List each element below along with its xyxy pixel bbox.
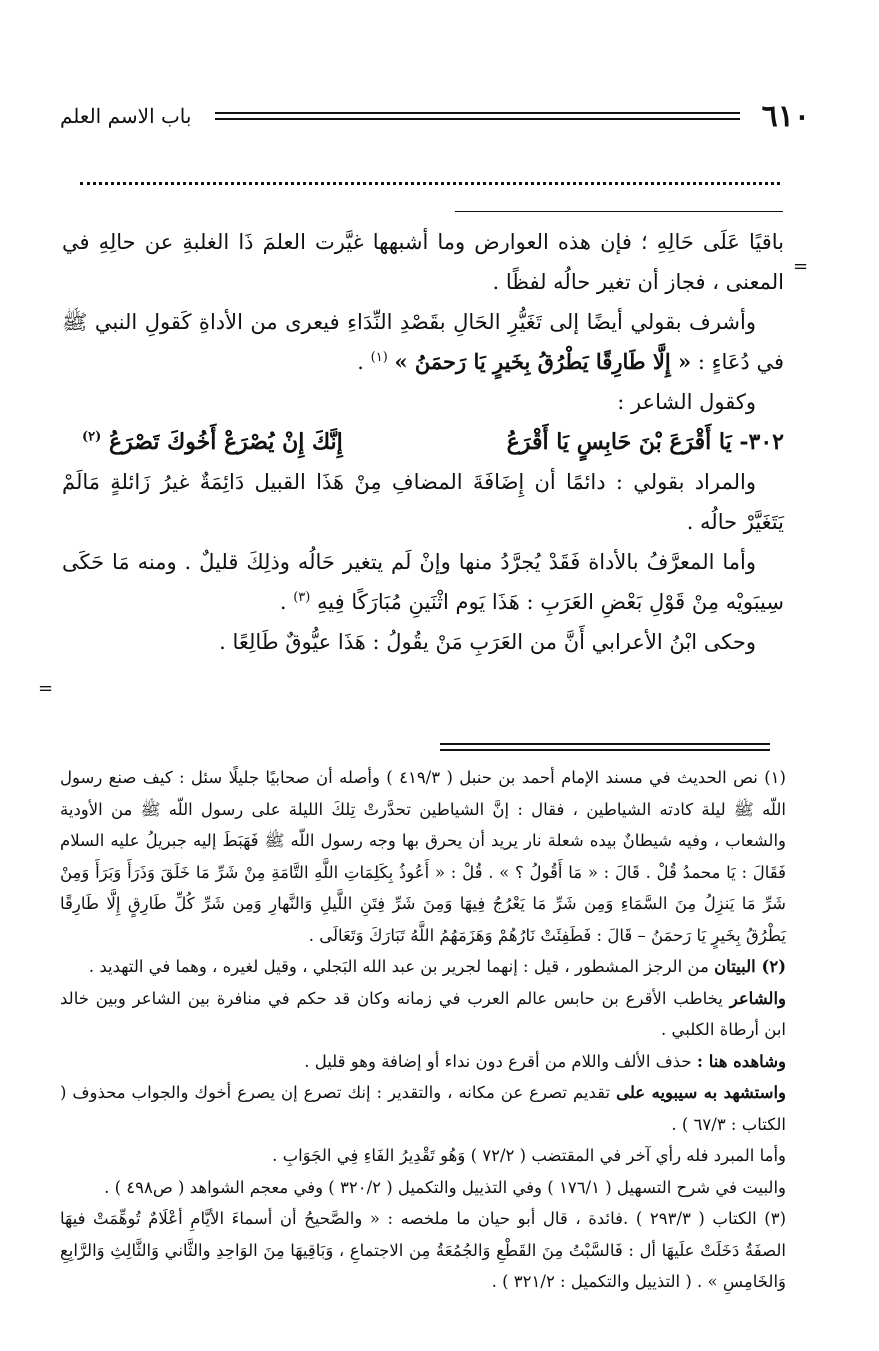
footnote-1: (١) نص الحديث في مسند الإمام أحمد بن حنبل ( ٤١٩/٣ ) وأصله أن صحابيًا جليلًا سئل : كيف صنع رسول اللّه ﷺ ليلة كادته الشياطين ، فقال : إنَّ الشياطين تحدَّرتْ تِلكَ الليلة على رسول اللّه ﷺ من الأودية والشعاب ، وفيه شيطانٌ بيده شعلة نار يريد أن يحرق بها وجه رسول اللّه ﷺ فَهَبَطَ إليه جبريلُ عليه السلام فَقَالَ : يَا محمدُ قُلْ . قَالَ : « مَا أَقُولُ ؟ » . قُلْ : « أَعُوذُ بِكَلِمَاتِ اللَّهِ التَّامَةِ مِنْ شَرِّ مَا خَلَقَ وَذَرَأَ وَبَرَأَ وَمِنْ شَرِّ مَا يَنزِلُ مِنَ السَّمَاءِ وَمِن شَرِّ مَا يَعْرُجُ فِيهَا وَمِنَ شَرِّ فِتَنِ اللَّيلِ وَالنَّهارِ وَمِن شَرِّ كُلِّ طَارِقٍ إِلَّا طَارِقًا يَطْرُقُ بِخَيرٍ يَا رَحمَنُ – قَالَ : فَطَفِئَتْ نَارُهُمْ وَهَزَمَهُمُ اللَّهُ تَبَارَكَ وَتَعَالَى . [60, 768, 786, 945]
footnotes [60, 762, 786, 1298]
verse-second-hemistich-wrap [82, 422, 343, 462]
paragraph-2-text: وأشرف بقولي أيضًا إلى تَغَيُّرِ الحَالِ بقَصْدِ النِّدَاءِ فيعرى من الأداةِ كَقولِ النبي ﷺ في دُعَاءٍ : [62, 310, 784, 374]
footnote-2-c-text: حذف الألف واللام من أقرع دون نداء أو إضافة وهو قليل . [304, 1051, 692, 1071]
page-header [60, 98, 810, 138]
dotted-separator [80, 182, 780, 185]
paragraph-5 [62, 542, 784, 622]
hadith-quote: « إِلَّا طَارِقًا يَطْرُقُ بِخَيرٍ يَا رَحمَنُ » [394, 349, 692, 374]
footnote-2-d-text: تقديم تصرع عن مكانه ، والتقدير : إنك تصرع إن يصرع أخوك والجواب محذوف ( الكتاب : ٦٧/٣ ) . [60, 1083, 786, 1134]
footnote-2-d [60, 1077, 786, 1140]
margin-mark-top: = [793, 256, 809, 277]
footnote-2-f: والبيت في شرح التسهيل ( ١٧٦/١ ) وفي التذييل والتكميل ( ٣٢٠/٢ ) وفي معجم الشواهد ( ص٤٩٨ ) . [104, 1177, 786, 1197]
footnote-2-c-lead: وشاهده هنا : [696, 1051, 786, 1071]
poetry-verse [62, 422, 784, 462]
main-text [62, 222, 784, 662]
paragraph-2-end: . [357, 350, 364, 374]
footnote-rule-top [440, 743, 770, 745]
footnote-2-d-lead: واستشهد به سيبويه على [616, 1083, 787, 1102]
footnote-2-lead: (٢) البيتان [714, 957, 786, 976]
footnote-2-e: وأما المبرد فله رأي آخر في المقتضب ( ٧٢/٢ ) وَهُو تَقْدِيرُ الفَاءِ فِي الجَوَابِ . [272, 1146, 786, 1165]
page-number: ٦١٠ [761, 99, 810, 134]
footnote-ref-3: (٣) [293, 590, 311, 605]
paragraph-6: وحكى ابْنُ الأعرابي أَنَّ من العَرَبِ مَنْ يقُولُ : هَذَا عيُّوقٌ طَالِعًا . [219, 630, 756, 654]
footnote-2-b-lead: والشاعر [729, 988, 787, 1008]
verse-first-hemistich: ٣٠٢- يَا أَقْرَعَ بْنَ حَابِسٍ يَا أَقْرَعُ [506, 429, 784, 455]
footnote-2-c [60, 1046, 786, 1078]
header-double-rule [215, 112, 740, 126]
paragraph-4: والمراد بقولي : دائمًا أن إِضَافَةَ المضافِ مِنْ هَذَا القبيل دَائِمَةٌ غيرُ زَائلةٍ مَالَمْ يَتَغَيَّرْ حالُه . [62, 470, 784, 534]
margin-mark-bottom: = [38, 678, 54, 699]
paragraph-3: وكقول الشاعر : [617, 390, 756, 414]
footnote-rule-bottom [440, 749, 770, 751]
footnote-2-a [60, 951, 786, 983]
footnote-2-b [60, 983, 786, 1046]
verse-second-hemistich: إِنَّكَ إِنْ يُصْرَعْ أَخُوكَ تَصْرَعُ [108, 429, 343, 455]
paragraph-5-text: وأما المعرَّفُ بالأداة فَقَدْ يُجرَّدُ منها وإنْ لَم يتغير حَالُه وذلِكَ قليلٌ . ومنه مَا حَكَى سِيبَويْه مِنْ قَوْلِ بَعْضِ العَرَبِ : هَذَا يَوم اثْنَينِ مُبَارَكًا فِيهِ [62, 550, 784, 614]
footnote-ref-2: (٢) [82, 429, 102, 445]
paragraph-2 [62, 302, 784, 382]
paragraph-5-end: . [279, 590, 287, 614]
footnote-ref-1: (١) [370, 350, 388, 365]
chapter-title: باب الاسم العلم [60, 104, 192, 128]
footnote-2-a-text: من الرجز المشطور ، قيل : إنهما لجرير بن عبد الله البَجلي ، وقيل لغيره ، وهما في التهديد . [88, 957, 709, 976]
footnote-3: (٣) الكتاب ( ٢٩٣/٣ ) .فائدة ، قال أبو حيان ما ملخصه : « والصَّحيحُ أن أسماءَ الأيَّامِ أعْلَامٌ تُوهِّمَتْ فيهَا الصفَةُ دَخَلَتْ علَيهَا أل : فَالسَّبْتُ مِنَ القَطْعِ وَالجُمُعَةُ مِن الاجتماعِ ، وَبَاقِيهَا مِنَ الوَاحِدِ والثَّاني وَالثَّالِثِ وَالرَّابِعِ وَالخَامِسِ » . ( التذييل والتكميل : ٣٢١/٢ ) . [60, 1209, 786, 1291]
footnote-2-b-text: يخاطب الأقرع بن حابس عالم العرب في زمانه وكان قد حكم في منافرة بين الشاعر وبين خالد ابن أرطاة الكلبي . [60, 988, 786, 1039]
header-short-rule [455, 211, 783, 212]
paragraph-1: باقيًا عَلَى حَالِهِ ؛ فإن هذه العوارض وما أشبهها غيَّرت العلمَ ذَا الغلبةِ عن حالِهِ في المعنى ، فجاز أن تغير حالُه لفظًا . [62, 230, 784, 294]
